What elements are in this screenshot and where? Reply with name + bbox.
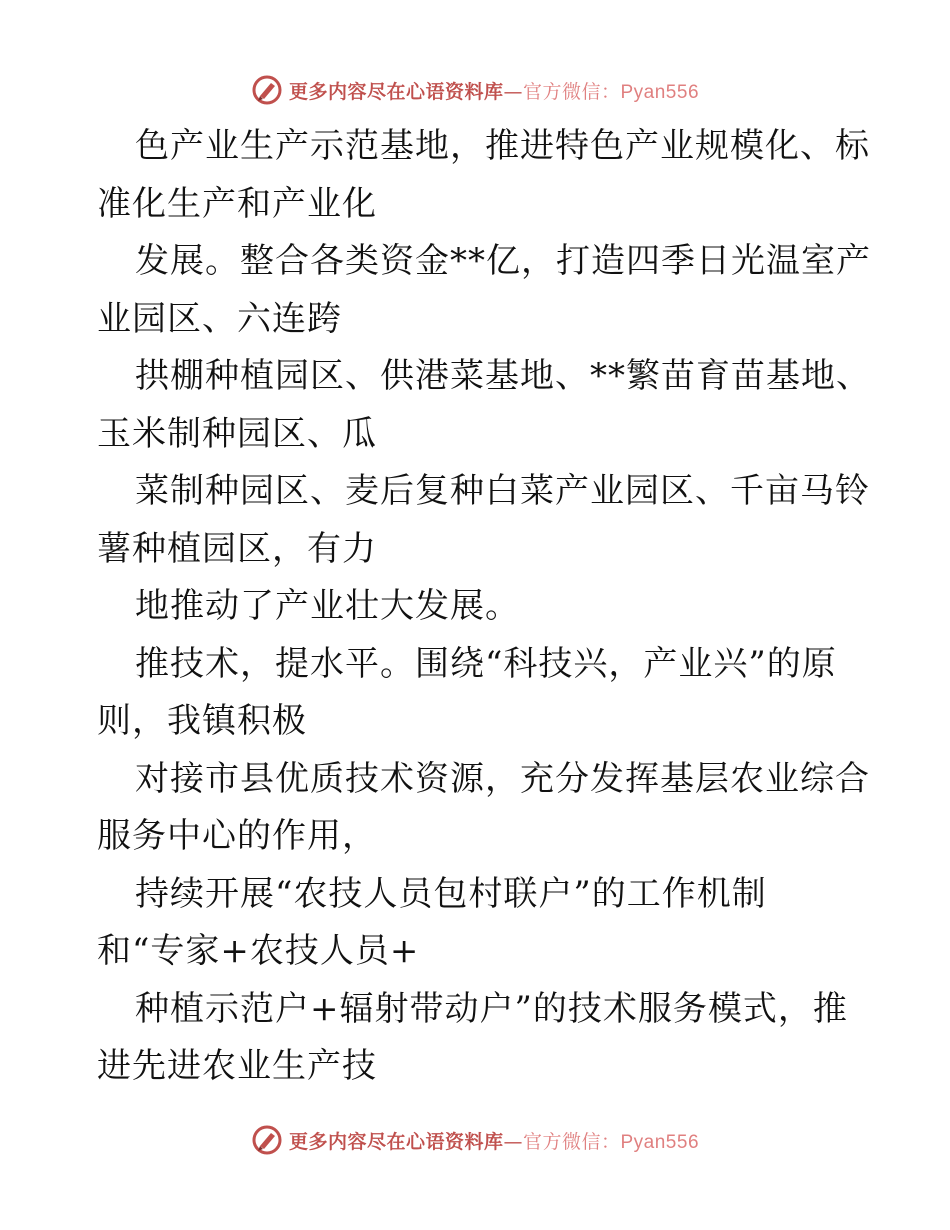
watermark-sub: 官方微信：: [522, 1130, 621, 1153]
text-line: 地推动了产业壮大发展。: [135, 586, 520, 626]
text-line: 和“专家+农技人员+: [97, 931, 420, 971]
watermark-dash: —: [503, 80, 523, 103]
text-line: 发展。整合各类资金**亿，打造四季日光温室产: [135, 241, 871, 281]
watermark-dash: —: [503, 1130, 523, 1153]
pen-logo-icon: [251, 74, 283, 106]
text-line: 玉米制种园区、瓜: [97, 413, 377, 454]
text-line: 服务中心的作用，: [97, 816, 377, 856]
text-line: 业园区、六连跨: [97, 298, 342, 339]
pen-logo-icon: [251, 1124, 283, 1156]
text-line: 菜制种园区、麦后复种白菜产业园区、千亩马铃: [135, 471, 870, 511]
text-line: 则，我镇积极: [97, 701, 307, 741]
watermark-main: 更多内容尽在心语资料库: [288, 80, 504, 103]
watermark-id: Pyan556: [620, 81, 700, 103]
text-line: 种植示范户+辐射带动户”的技术服务模式，推: [135, 988, 848, 1029]
text-line: 持续开展“农技人员包村联户”的工作机制: [135, 873, 767, 914]
text-line: 推技术，提水平。围绕“科技兴，产业兴”的原: [135, 643, 837, 684]
footer-watermark: [0, 1120, 950, 1160]
text-line: 色产业生产示范基地，推进特色产业规模化、标: [135, 126, 870, 166]
text-line: 拱棚种植园区、供港菜基地、**繁苗育苗基地、: [135, 356, 871, 396]
text-line: 准化生产和产业化: [97, 183, 377, 224]
text-line: 进先进农业生产技: [97, 1046, 377, 1086]
watermark-text: [289, 77, 699, 104]
document-body: [97, 118, 871, 1096]
watermark-id: Pyan556: [620, 1131, 700, 1153]
text-line: 对接市县优质技术资源，充分发挥基层农业综合: [135, 758, 870, 799]
header-watermark: [0, 70, 950, 110]
watermark-text: [289, 1127, 699, 1154]
text-line: 薯种植园区，有力: [97, 528, 377, 569]
watermark-sub: 官方微信：: [522, 80, 621, 103]
watermark-main: 更多内容尽在心语资料库: [288, 1130, 504, 1153]
